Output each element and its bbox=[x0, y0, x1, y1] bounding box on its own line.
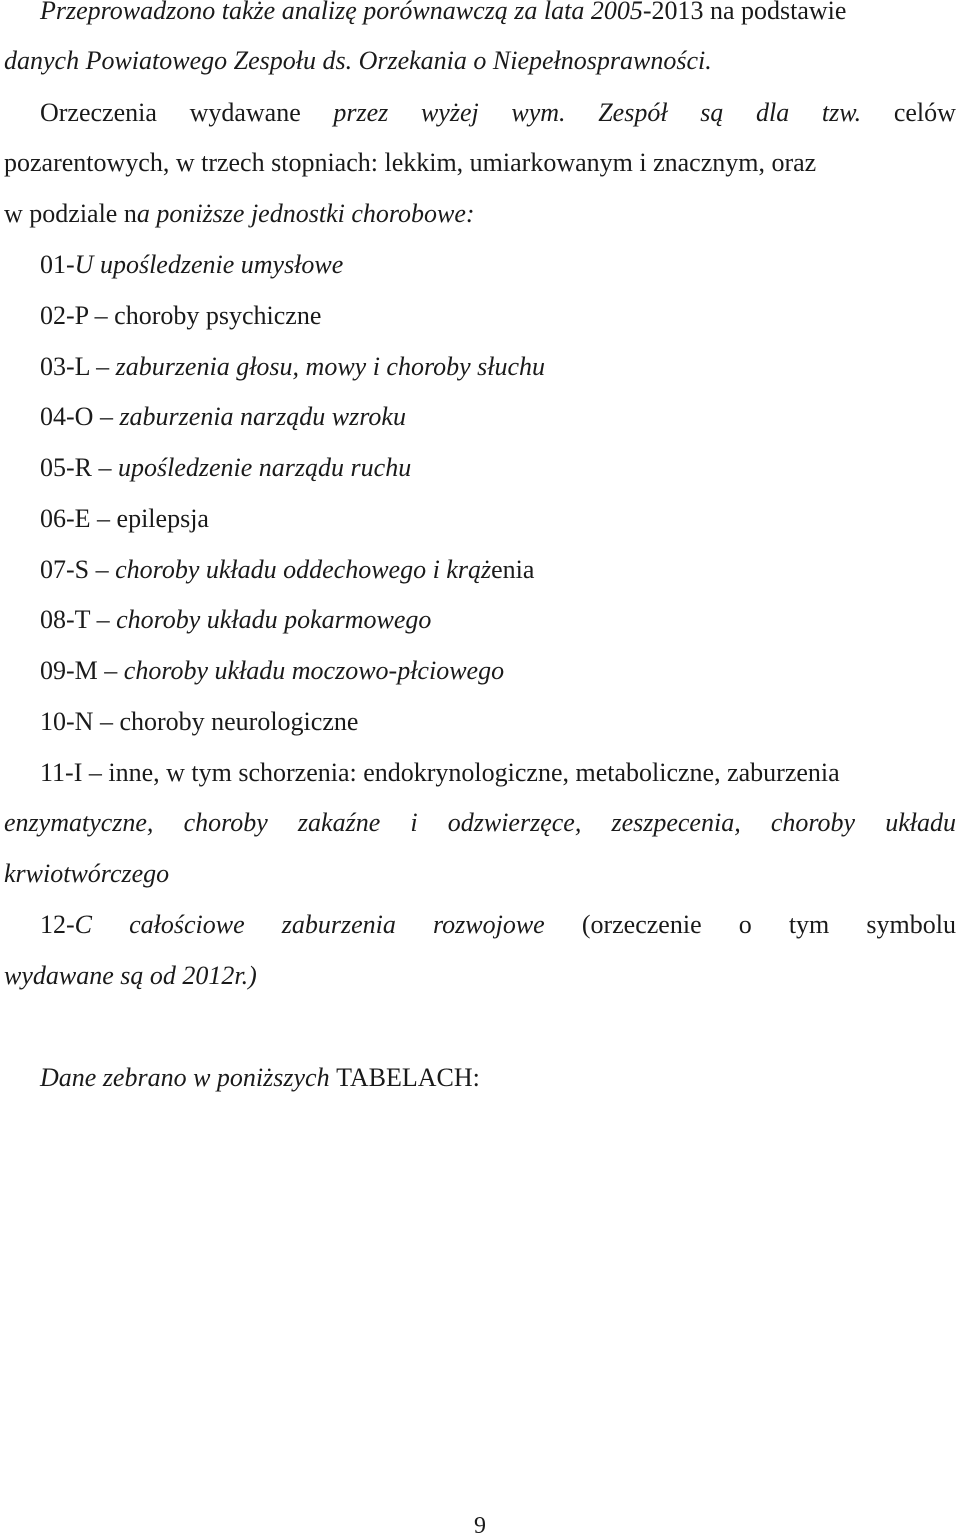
code-item-02 bbox=[40, 301, 960, 331]
intro-line-2-part-a: danych Powiatowego Zespołu ds. bbox=[4, 46, 359, 75]
code-label: 10-N bbox=[40, 707, 94, 736]
code-item-08 bbox=[40, 605, 960, 635]
code-description: choroby układu moczowo-płciowego bbox=[123, 656, 505, 685]
word: układu bbox=[885, 808, 956, 837]
word: o bbox=[738, 910, 752, 939]
orzeczenia-line-3 bbox=[4, 199, 960, 229]
code-description: choroby psychiczne bbox=[114, 301, 322, 330]
word: dla bbox=[756, 98, 790, 127]
code-letter: C bbox=[74, 910, 93, 939]
code-item-07 bbox=[40, 555, 960, 585]
code-description: zaburzenia głosu, mowy i choroby słuchu bbox=[115, 352, 546, 381]
orzeczenia-line-3-italic: a poniższe jednostki chorobowe: bbox=[136, 199, 475, 228]
orzeczenia-line-2: pozarentowych, w trzech stopniach: lekkim, umiarkowanym i znacznym, oraz bbox=[4, 148, 817, 177]
word: Zespół bbox=[598, 98, 668, 127]
code-item-12-line-2: wydawane są od 2012r.) bbox=[4, 961, 257, 990]
code-description: U upośledzenie umysłowe bbox=[74, 250, 344, 279]
code-item-09 bbox=[40, 656, 960, 686]
code-label: 08-T bbox=[40, 605, 91, 634]
word: są bbox=[700, 98, 724, 127]
code-description: choroby układu oddechowego i krąż bbox=[115, 555, 492, 584]
word: symbolu bbox=[866, 910, 956, 939]
code-description: zaburzenia narządu wzroku bbox=[119, 402, 406, 431]
code-label: 09-M bbox=[40, 656, 98, 685]
code-sep: – bbox=[88, 301, 115, 330]
word: Orzeczenia bbox=[40, 98, 157, 127]
code-item-01 bbox=[40, 250, 960, 280]
code-item-11-line-1: 11-I – inne, w tym schorzenia: endokrynologiczne, metaboliczne, zaburzenia bbox=[40, 758, 840, 787]
word: rozwojowe bbox=[433, 910, 545, 939]
word: zaburzenia bbox=[281, 910, 396, 939]
code-description: epilepsja bbox=[116, 504, 209, 533]
intro-line-1 bbox=[40, 0, 960, 26]
code-item-11-line-2 bbox=[4, 808, 956, 838]
word: celów bbox=[893, 98, 956, 127]
code-item-05 bbox=[40, 453, 960, 483]
intro-line-2 bbox=[4, 46, 960, 76]
code-sep: – bbox=[89, 555, 116, 584]
code-label: 05-R bbox=[40, 453, 92, 482]
word: przez bbox=[333, 98, 389, 127]
code-sep: – bbox=[90, 504, 117, 533]
word: tym bbox=[788, 910, 830, 939]
code-label: 04-O bbox=[40, 402, 94, 431]
code-item-12-code bbox=[40, 910, 92, 940]
word: zeszpecenia, bbox=[611, 808, 741, 837]
word: tzw. bbox=[821, 98, 862, 127]
orzeczenia-line-3-normal: w podziale n bbox=[4, 199, 137, 228]
code-label: 02-P bbox=[40, 301, 89, 330]
code-sep: – bbox=[97, 656, 124, 685]
closing-normal: TABELACH: bbox=[336, 1063, 480, 1092]
code-item-04 bbox=[40, 402, 960, 432]
code-sep: – bbox=[92, 453, 118, 482]
code-description: choroby neurologiczne bbox=[119, 707, 359, 736]
code-item-06 bbox=[40, 504, 960, 534]
code-item-03 bbox=[40, 352, 960, 382]
code-description: choroby układu pokarmowego bbox=[116, 605, 432, 634]
code-sep: – bbox=[93, 402, 120, 431]
intro-line-2-part-b: Orzekania o Niepełnosprawności. bbox=[358, 46, 712, 75]
word: (orzeczenie bbox=[581, 910, 702, 939]
code-item-10 bbox=[40, 707, 960, 737]
closing-italic: Dane zebrano w poniższych bbox=[40, 1063, 337, 1092]
closing-line bbox=[40, 1063, 960, 1093]
code-description: upośledzenie narządu ruchu bbox=[118, 453, 412, 482]
word: wydawane bbox=[189, 98, 301, 127]
code-item-12-line-1 bbox=[40, 910, 956, 940]
code-sep: – bbox=[93, 707, 120, 736]
page-number: 9 bbox=[474, 1513, 486, 1539]
code-sep: – bbox=[90, 605, 117, 634]
code-description-tail: enia bbox=[491, 555, 535, 584]
word: choroby bbox=[183, 808, 268, 837]
word: i bbox=[410, 808, 418, 837]
code-sep: – bbox=[89, 352, 116, 381]
code-label: 12- bbox=[40, 910, 75, 939]
code-label: 03-L bbox=[40, 352, 90, 381]
orzeczenia-line-1 bbox=[40, 98, 956, 128]
word: choroby bbox=[770, 808, 856, 837]
word: odzwierzęce, bbox=[447, 808, 582, 837]
word: całościowe bbox=[129, 910, 245, 939]
intro-line-1-normal: 2013 na podstawie bbox=[651, 0, 847, 25]
word: zakaźne bbox=[297, 808, 381, 837]
word: wym. bbox=[511, 98, 566, 127]
word: enzymatyczne, bbox=[4, 808, 154, 837]
code-label: 07-S bbox=[40, 555, 90, 584]
code-label: 06-E bbox=[40, 504, 91, 533]
intro-line-1-italic: Przeprowadzono także analizę porównawczą za lata 2005- bbox=[40, 0, 652, 25]
word: wyżej bbox=[420, 98, 479, 127]
code-label: 01- bbox=[40, 250, 75, 279]
code-item-11-line-3: krwiotwórczego bbox=[4, 859, 170, 888]
